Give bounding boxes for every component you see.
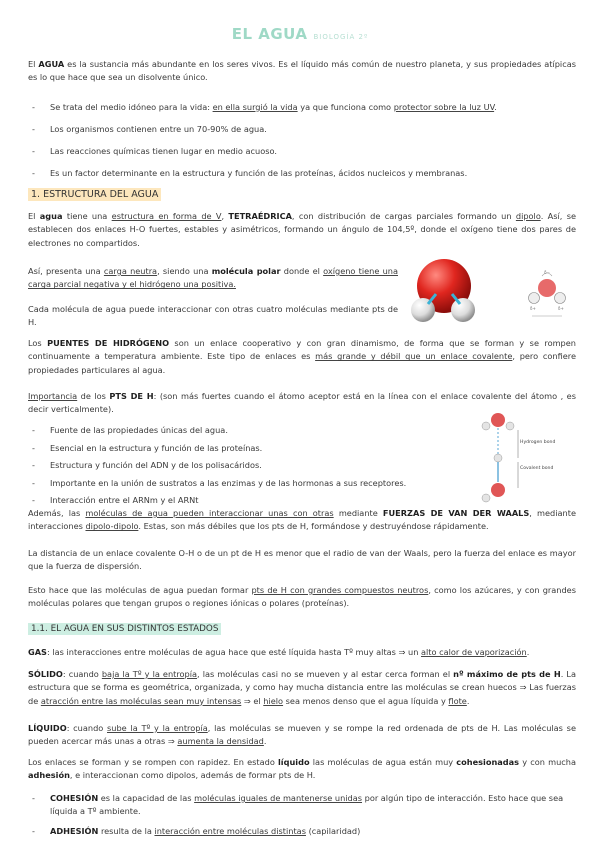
list-item: - Interacción entre el ARNm y el ARNt [28,492,468,510]
dipole-diagram-image [522,268,572,320]
svg-text:δ−: δ− [544,270,550,275]
svg-text:δ+: δ+ [558,306,564,311]
list-item: - Los organismos contienen entre un 70-90% de agua. [28,118,576,140]
list-item: - COHESIÓN es la capacidad de las moléculas iguales de mantenerse unidas por algún tipo de interacción. Esto hace que sea líquida a Tº ambiente. [28,792,576,819]
list-item: - ADHESIÓN resulta de la interacción entre moléculas distintas (capilaridad) [28,825,576,838]
page-title: EL AGUA [231,25,308,43]
page-subtitle: BIOLOGÍA 2º [313,33,369,41]
intro-paragraph: El AGUA es la sustancia más abundante en los seres vivos. Es el líquido más común de nuestro planeta, y sus propiedades atípicas es lo que hace que sea un disolvente único. [28,59,576,83]
bonds-paragraph: Los enlaces se forman y se rompen con rapidez. En estado líquido las moléculas de agua están muy cohesionadas y con mucha adhesión, e interaccionan como dipolos, además de formar pts de H. [28,757,576,781]
list-item: - Fuente de las propiedades únicas del agua. [28,422,468,440]
covalent-bond-label: Covalent bond [520,466,554,471]
structure-paragraph: El agua tiene una estructura en forma de V, TETRAÉDRICA, con distribución de cargas parciales formando un dipolo. Así, se establecen dos enlaces H-O fuertes, estables y asimétricos, formando un ángulo de 104,5º, donde el oxígeno tiene dos pares de electrones no compartidos. [28,211,577,248]
gas-paragraph: GAS: las interacciones entre moléculas de agua hace que esté líquida hasta Tº muy altas ⇒ un alto calor de vaporización. [28,647,530,657]
hydrogen-bonds-paragraph: Los PUENTES DE HIDRÓGENO son un enlace cooperativo y con gran dinamismo, de forma que se forman y se rompen continuamente a temperatura ambiente. Este tipo de enlaces es más grande y débil que un enlace covalente, pero confiere propiedades particulares al agua. [28,338,576,375]
distance-paragraph: La distancia de un enlace covalente O-H o de un pt de H es menor que el radio de van der Waals, pero la fuerza del enlace es mayor que la fuerza de dispersión. [28,548,576,572]
section-heading-estructura: 1. ESTRUCTURA DEL AGUA [28,187,161,202]
list-item: - Es un factor determinante en la estructura y función de las proteínas, ácidos nucleicos y membranas. [28,162,576,184]
importance-paragraph: Importancia de los PTS DE H: (son más fuertes cuando el átomo aceptor está en la línea con el enlace covalente del átomo , es decir verticalmente). [28,391,576,415]
van-der-waals-paragraph: Además, las moléculas de agua pueden interaccionar unas con otras mediante FUERZAS DE VAN DER WAALS, mediante interacciones dipolo-dipolo. Estas, son más débiles que los pts de H, formándose y destruyéndose rápidamente. [28,508,576,532]
solid-paragraph: SÓLIDO: cuando baja la Tº y la entropía, las moléculas casi no se mueven y al estar cerca forman el nº máximo de pts de H. La estructura que se forma es geométrica, organizada, y como hay mucha distancia entre las moléculas se crean huecos ⇒ Las fuerzas de atracción entre las moléculas sean muy intensas ⇒ el hielo sea menos denso que el agua líquida y flote. [28,669,576,706]
list-item: - Estructura y función del ADN y de los polisacáridos. [28,457,468,475]
interaction-paragraph: Cada molécula de agua puede interaccionar con otras cuatro moléculas mediante pts de H. [28,304,398,328]
liquid-paragraph: LÍQUIDO: cuando sube la Tº y la entropía, las moléculas se mueven y se rompe la red ordenada de pts de H. Las moléculas se pueden acercar más unas a otras ⇒ aumenta la densidad. [28,723,576,747]
list-item: - Importante en la unión de sustratos a las enzimas y de las hormonas a sus receptores. [28,475,468,493]
section-heading-estados: 1.1. EL AGUA EN SUS DISTINTOS ESTADOS [28,622,221,636]
list-item: - Las reacciones químicas tienen lugar en medio acuoso. [28,140,576,162]
title-row [0,22,600,46]
hydrogen-bond-figure [478,410,554,506]
intro-list [28,96,576,184]
hydrogen-bond-label: Hydrogen bond [520,440,556,445]
list-item: - Esencial en la estructura y función de las proteínas. [28,440,468,458]
svg-text:δ+: δ+ [530,306,536,311]
water-molecule-image [406,256,482,328]
cohesion-list [28,792,576,838]
polarity-paragraph: Así, presenta una carga neutra, siendo una molécula polar donde el oxígeno tiene una carga parcial negativa y el hidrógeno una positiva. [28,266,398,290]
neutral-compounds-paragraph: Esto hace que las moléculas de agua puedan formar pts de H con grandes compuestos neutros, como los azúcares, y con grandes moléculas polares que tengan grupos o regiones iónicas o polares (proteínas). [28,585,576,609]
list-item: - Se trata del medio idóneo para la vida: en ella surgió la vida ya que funciona como protector sobre la luz UV. [28,96,576,118]
importance-list [28,422,468,510]
